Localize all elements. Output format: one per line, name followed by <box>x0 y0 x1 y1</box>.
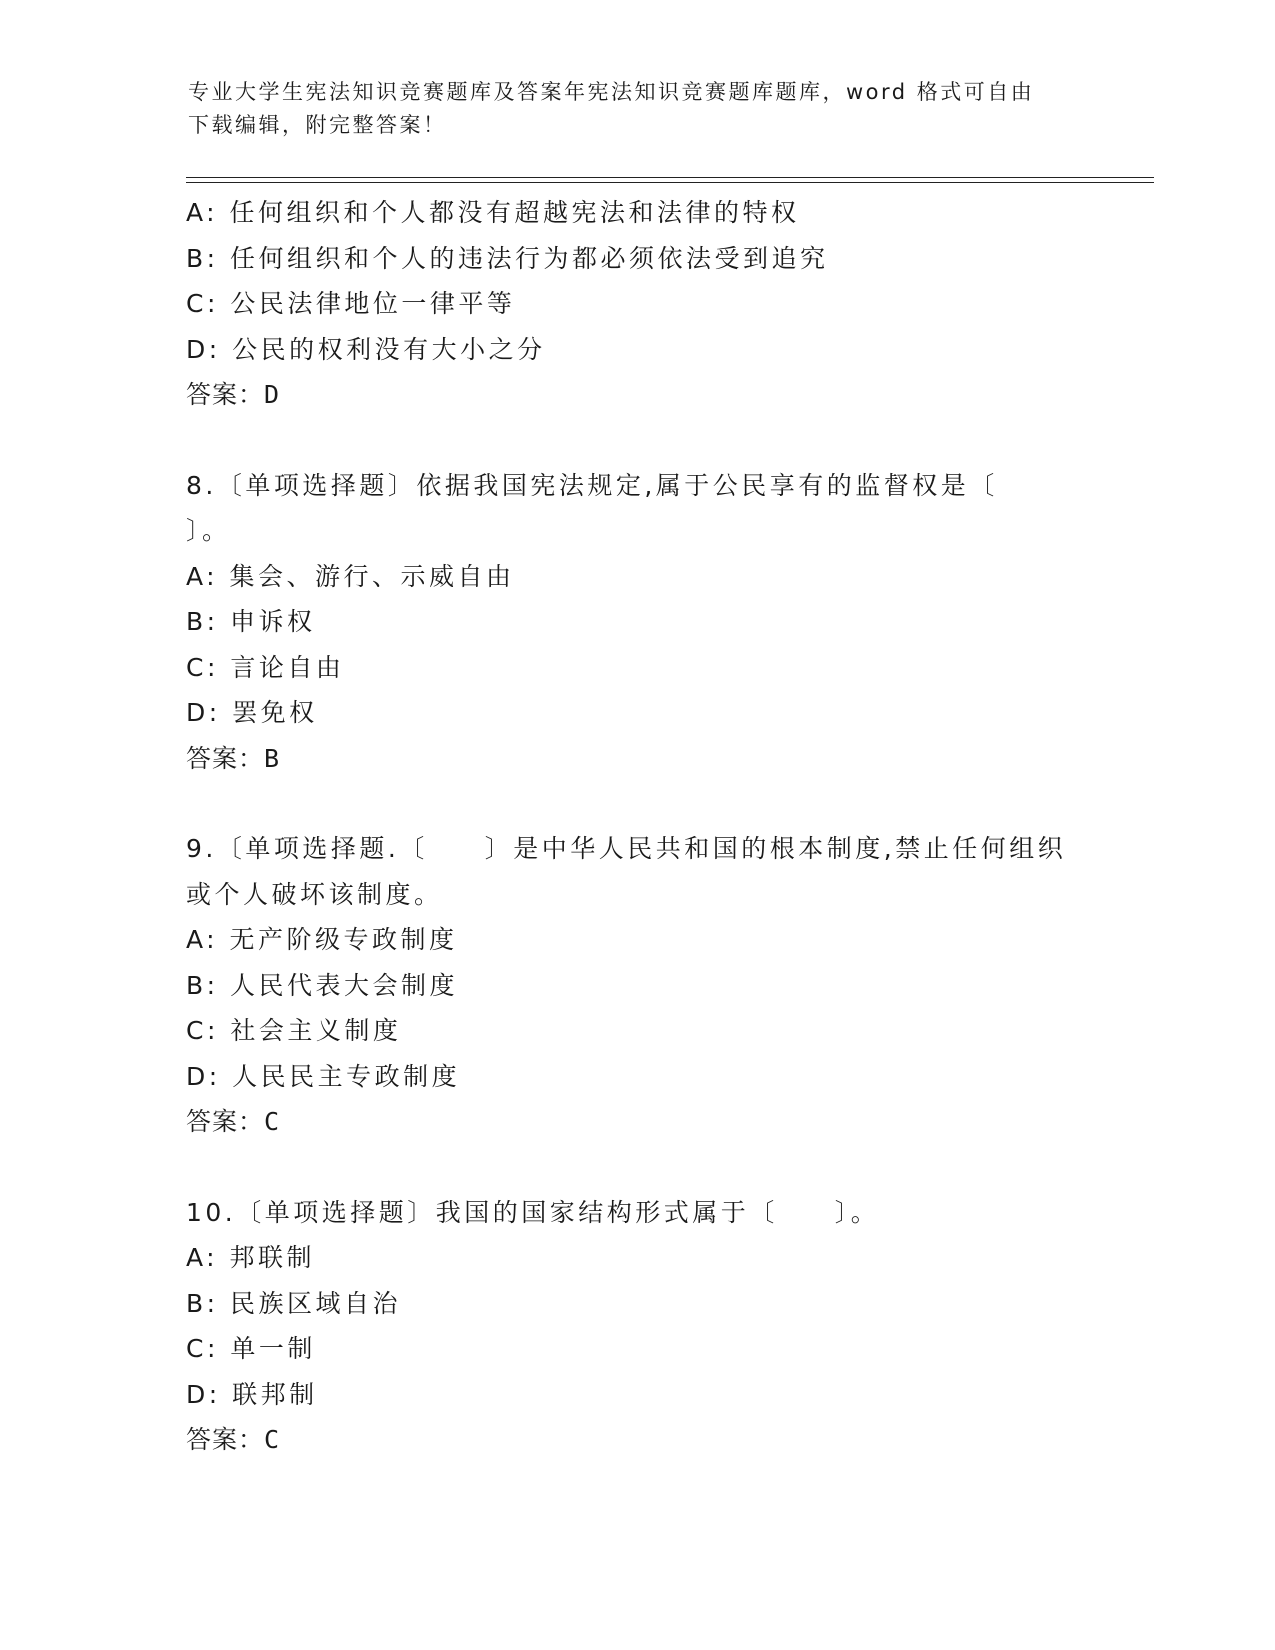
question-stem <box>186 1190 1086 1236</box>
option-d: D: 罢免权 <box>186 698 318 727</box>
question-8 <box>186 463 1126 782</box>
option-b: B: 人民代表大会制度 <box>186 970 459 1000</box>
option-c: C: 言论自由 <box>186 652 345 682</box>
question-stem-line-1: 8.〔单项选择题〕依据我国宪法规定,属于公民享有的监督权是〔 <box>186 470 998 500</box>
question-10 <box>186 1190 1126 1463</box>
option-b: B: 任何组织和个人的违法行为都必须依法受到追究 <box>186 243 829 273</box>
answer-value: B <box>264 743 281 773</box>
header-divider-top <box>186 177 1154 178</box>
question-stem-line-1: 9.〔单项选择题.〔 〕是中华人民共和国的根本制度,禁止任何组织 <box>186 834 1067 863</box>
question-stem-line-2: 〕。 <box>186 516 231 545</box>
question-stem-line-1: 10.〔单项选择题〕我国的国家结构形式属于〔 〕。 <box>186 1197 880 1227</box>
answer <box>186 1099 1126 1145</box>
option-d: D: 联邦制 <box>186 1379 318 1409</box>
option-b: B: 申诉权 <box>186 607 316 636</box>
option-a: A: 无产阶级专政制度 <box>186 925 458 954</box>
answer-label: 答案： <box>186 380 265 409</box>
option-c: C: 单一制 <box>186 1334 316 1363</box>
question-stem <box>186 463 1086 554</box>
option-a: A: 邦联制 <box>186 1243 316 1272</box>
answer <box>186 736 1126 782</box>
header-line-1: 专业大学生宪法知识竞赛题库及答案年宪法知识竞赛题库题库，word 格式可自由 <box>188 80 1035 104</box>
option-a: A: 集会、游行、示威自由 <box>186 561 515 591</box>
question-stem <box>186 826 1086 917</box>
answer-value: C <box>264 1425 281 1454</box>
question-9 <box>186 826 1126 1145</box>
option-c: C: 公民法律地位一律平等 <box>186 289 516 318</box>
option-a: A: 任何组织和个人都没有超越宪法和法律的特权 <box>186 198 800 227</box>
answer <box>186 372 1126 418</box>
answer-label: 答案： <box>186 743 265 773</box>
document-header <box>188 76 1088 142</box>
answer-value: D <box>264 380 281 409</box>
answer-label: 答案： <box>186 1425 265 1454</box>
header-line-2: 下载编辑，附完整答案！ <box>188 113 447 137</box>
option-b: B: 民族区域自治 <box>186 1288 402 1318</box>
header-divider-bottom <box>186 182 1154 183</box>
answer-value: C <box>264 1107 281 1136</box>
answer <box>186 1417 1126 1463</box>
option-d: D: 人民民主专政制度 <box>186 1061 461 1091</box>
question-list <box>186 190 1126 1463</box>
answer-label: 答案： <box>186 1107 265 1136</box>
option-c: C: 社会主义制度 <box>186 1016 402 1045</box>
question-7 <box>186 190 1126 418</box>
option-d: D: 公民的权利没有大小之分 <box>186 334 546 364</box>
question-stem-line-2: 或个人破坏该制度。 <box>186 879 443 909</box>
